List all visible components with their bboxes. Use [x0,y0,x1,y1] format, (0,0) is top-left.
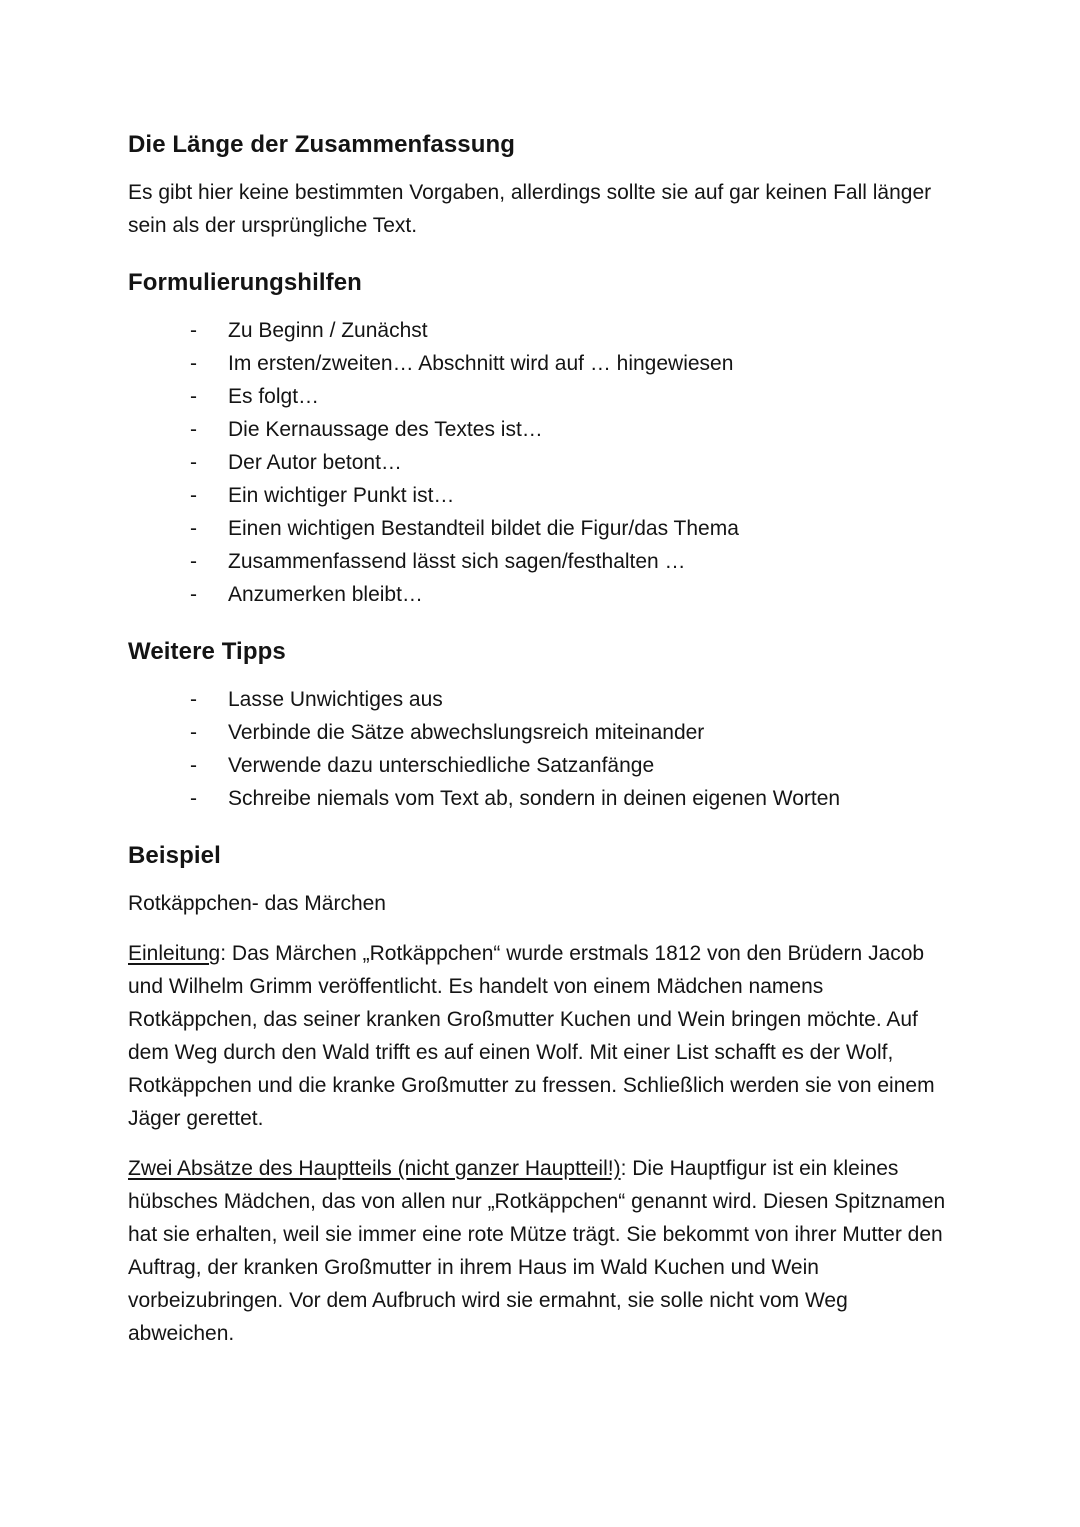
heading-beispiel: Beispiel [128,842,221,869]
list-item [128,479,952,512]
list-item [128,683,952,716]
einleitung-body-text: Das Märchen „Rotkäppchen“ wurde erstmals 1812 von den Brüdern Jacob und Wilhelm Grimm veröffentlicht. Es handelt von einem Mädchen namens Rotkäppchen, das seiner kranken Großmutter Kuchen und Wein bringen möchte. Auf dem Weg durch den Wald trifft es auf einen Wolf. Mit einer List schafft es der Wolf, Rotkäppchen und die kranke Großmutter zu fressen. Schließlich werden sie von einem Jäger gerettet. [128,942,935,1130]
list-item-text: Zu Beginn / Zunächst [228,319,428,342]
list-item-text: Zusammenfassend lässt sich sagen/festhalten … [228,550,686,573]
list-item [128,782,952,815]
list-item [128,446,952,479]
dash-marker: - [190,550,197,573]
list-item-text: Die Kernaussage des Textes ist… [228,418,543,441]
heading-formulierungshilfen: Formulierungshilfen [128,269,362,296]
einleitung-separator: : [220,942,232,965]
heading-laenge-der-zusammenfassung: Die Länge der Zusammenfassung [128,131,515,158]
dash-marker: - [190,352,197,375]
dash-marker: - [190,418,197,441]
list-item [128,380,952,413]
dash-marker: - [190,721,197,744]
list-item-text: Verwende dazu unterschiedliche Satzanfänge [228,754,655,777]
list-item [128,545,952,578]
hauptteil-body-text: Die Hauptfigur ist ein kleines hübsches Mädchen, das von allen nur „Rotkäppchen“ genannt wird. Diesen Spitznamen hat sie erhalten, weil sie immer eine rote Mütze trägt. Sie bekommt von ihrer Mutter den Auftrag, der kranken Großmutter in ihrem Haus im Wald Kuchen und Wein vorbeizubringen. Vor dem Aufbruch wird sie ermahnt, sie solle nicht vom Weg abweichen. [128,1157,946,1345]
list-item [128,413,952,446]
paragraph-laenge: Es gibt hier keine bestimmten Vorgaben, allerdings sollte sie auf gar keinen Fall länger sein als der ursprüngliche Text. [128,181,932,237]
hauptteil-separator: : [620,1157,633,1180]
dash-marker: - [190,583,197,606]
dash-marker: - [190,787,197,810]
list-formulierungshilfen [128,314,952,611]
heading-weitere-tipps: Weitere Tipps [128,638,286,665]
hauptteil-lead-underlined: Zwei Absätze des Hauptteils (nicht ganzer Hauptteil!) [128,1157,621,1180]
einleitung-lead-underlined: Einleitung [128,942,221,965]
dash-marker: - [190,319,197,342]
list-item-text: Lasse Unwichtiges aus [228,688,443,711]
dash-marker: - [190,517,197,540]
list-item-text: Verbinde die Sätze abwechslungsreich miteinander [228,721,705,744]
paragraph-hauptteil [128,1152,952,1350]
list-item [128,716,952,749]
list-item-text: Der Autor betont… [228,451,402,474]
list-item-text: Es folgt… [228,385,320,408]
list-item [128,347,952,380]
list-item-text: Im ersten/zweiten… Abschnitt wird auf … hingewiesen [228,352,734,375]
paragraph-einleitung [128,937,952,1135]
list-item-text: Anzumerken bleibt… [228,583,423,606]
paragraph-beispiel-subtitle: Rotkäppchen- das Märchen [128,892,386,915]
list-item-text: Einen wichtigen Bestandteil bildet die Figur/das Thema [228,517,739,540]
list-item [128,512,952,545]
list-weitere-tipps [128,683,952,815]
list-item-text: Ein wichtiger Punkt ist… [228,484,455,507]
dash-marker: - [190,451,197,474]
dash-marker: - [190,688,197,711]
list-item [128,314,952,347]
list-item-text: Schreibe niemals vom Text ab, sondern in deinen eigenen Worten [228,787,841,810]
list-item [128,578,952,611]
dash-marker: - [190,385,197,408]
dash-marker: - [190,754,197,777]
dash-marker: - [190,484,197,507]
list-item [128,749,952,782]
